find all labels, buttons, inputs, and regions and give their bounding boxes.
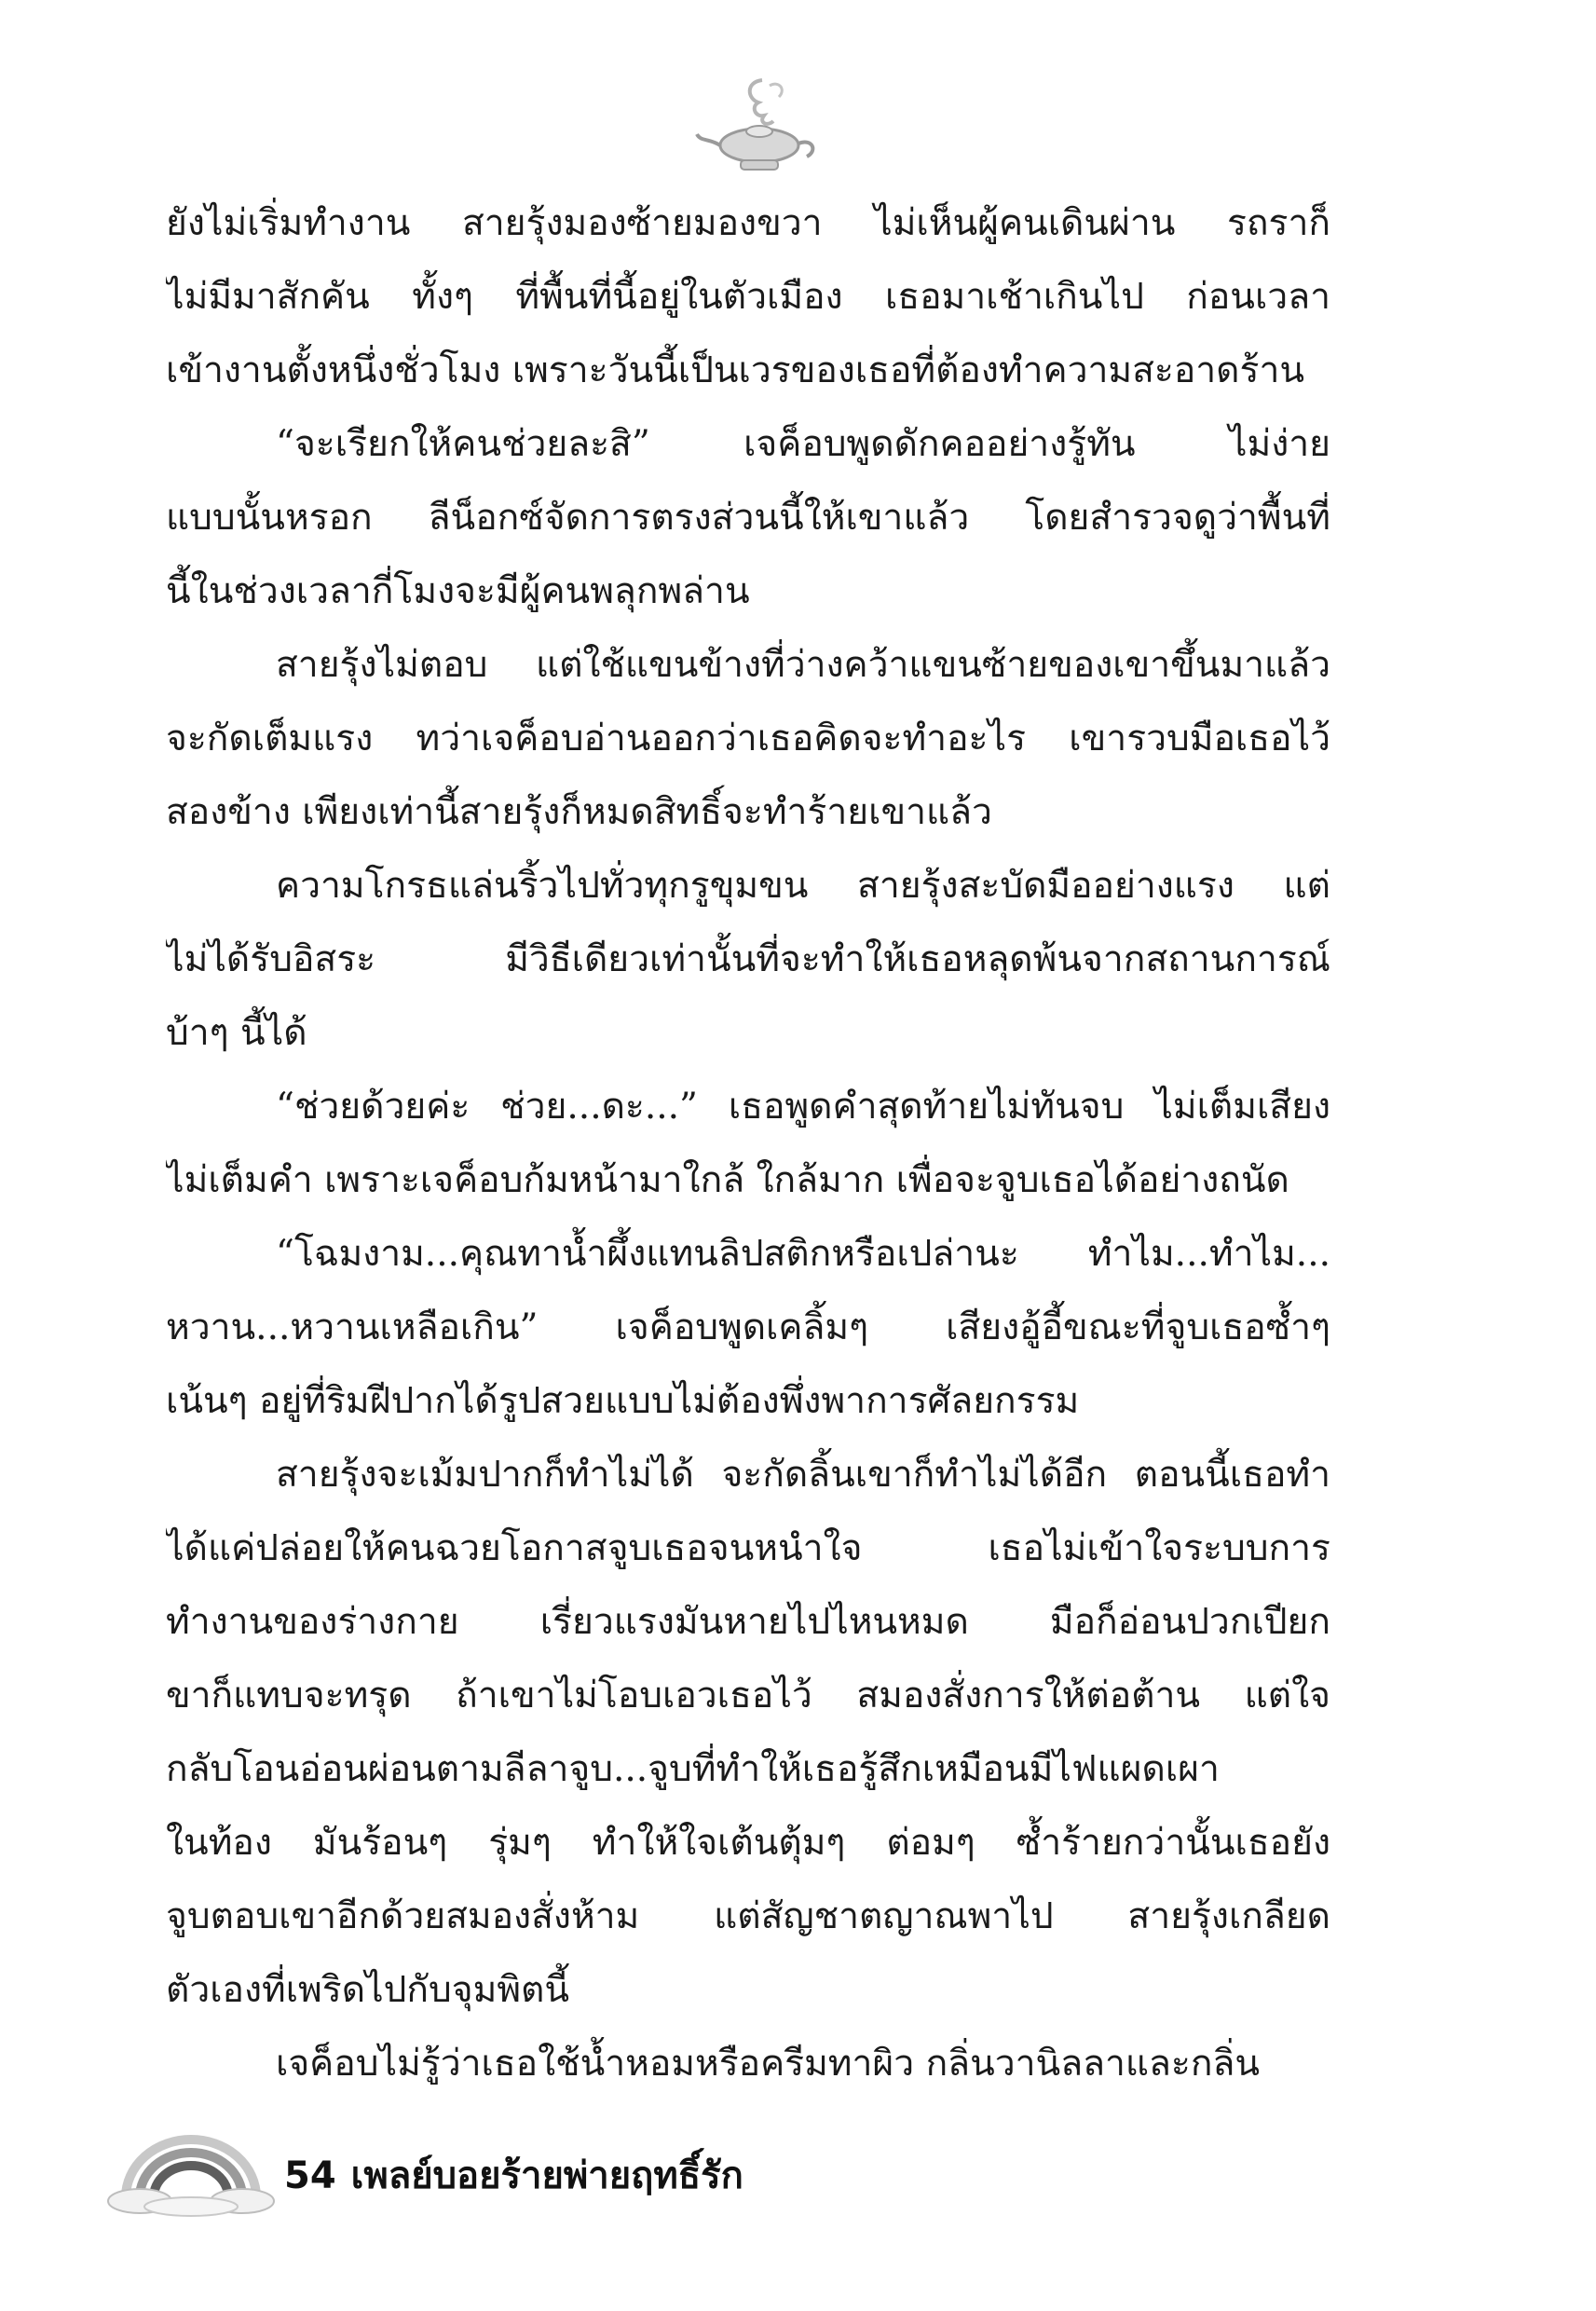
text-line: ขาก็แทบจะทรุด ถ้าเขาไม่โอบเอวเธอไว้ สมองสั่งการให้ต่อต้าน แต่ใจ: [166, 1675, 1330, 1716]
paragraph: [166, 849, 1330, 1070]
rainbow-cloud-icon: [102, 2115, 280, 2218]
paragraph: [166, 2027, 1330, 2100]
footer-label: [284, 2145, 758, 2205]
paragraph: [166, 1438, 1330, 2027]
text-line: ได้แค่ปล่อยให้คนฉวยโอกาสจูบเธอจนหนำใจ เธอไม่เข้าใจระบบการ: [166, 1527, 1330, 1569]
text-line: “โฉมงาม...คุณทาน้ำผึ้งแทนลิปสติกหรือเปล่านะ ทำไม...ทำไม...: [276, 1233, 1330, 1275]
text-line: ยังไม่เริ่มทำงาน สายรุ้งมองซ้ายมองขวา ไม่เห็นผู้คนเดินผ่าน รถราก็: [166, 202, 1330, 244]
text-line: ไม่ได้รับอิสระ มีวิธีเดียวเท่านั้นที่จะทำให้เธอหลุดพ้นจากสถานการณ์: [166, 938, 1330, 980]
text-line: “ช่วยด้วยค่ะ ช่วย...ดะ...” เธอพูดคำสุดท้ายไม่ทันจบ ไม่เต็มเสียง: [276, 1086, 1330, 1128]
text-line: หวาน...หวานเหลือเกิน” เจค็อบพูดเคลิ้มๆ เสียงอู้อี้ขณะที่จูบเธอซ้ำๆ: [166, 1306, 1330, 1348]
text-line: สายรุ้งไม่ตอบ แต่ใช้แขนข้างที่ว่างคว้าแขนซ้ายของเขาขึ้นมาแล้ว: [276, 644, 1330, 686]
text-line: จูบตอบเขาอีกด้วยสมองสั่งห้าม แต่สัญชาตญาณพาไป สายรุ้งเกลียด: [166, 1895, 1330, 1937]
paragraph: [166, 1217, 1330, 1438]
text-line: กลับโอนอ่อนผ่อนตามลีลาจูบ...จูบที่ทำให้เธอรู้สึกเหมือนมีไฟแผดเผา: [166, 1748, 1220, 1790]
body-text: [166, 186, 1330, 2100]
text-line: ไม่มีมาสักคัน ทั้งๆ ที่พื้นที่นี้อยู่ในตัวเมือง เธอมาเช้าเกินไป ก่อนเวลา: [166, 276, 1330, 318]
text-line: ไม่เต็มคำ เพราะเจค็อบก้มหน้ามาใกล้ ใกล้มาก เพื่อจะจูบเธอได้อย่างถนัด: [166, 1159, 1289, 1201]
paragraph: [166, 407, 1330, 628]
paragraph: [166, 1070, 1330, 1217]
text-line: ความโกรธแล่นริ้วไปทั่วทุกรูขุมขน สายรุ้งสะบัดมืออย่างแรง แต่: [276, 865, 1330, 907]
paragraph: [166, 186, 1330, 407]
text-line: เข้างานตั้งหนึ่งชั่วโมง เพราะวันนี้เป็นเวรของเธอที่ต้องทำความสะอาดร้าน: [166, 349, 1305, 391]
text-line: สองข้าง เพียงเท่านี้สายรุ้งก็หมดสิทธิ์จะทำร้ายเขาแล้ว: [166, 791, 992, 833]
text-line: นี้ในช่วงเวลากี่โมงจะมีผู้คนพลุกพล่าน: [166, 570, 750, 612]
text-line: ตัวเองที่เพริดไปกับจุมพิตนี้: [166, 1969, 570, 2011]
text-line: ทำงานของร่างกาย เรี่ยวแรงมันหายไปไหนหมด มือก็อ่อนปวกเปียก: [166, 1601, 1330, 1643]
page-footer: [102, 2115, 941, 2227]
text-line: แบบนั้นหรอก ลีน็อกซ์จัดการตรงส่วนนี้ให้เขาแล้ว โดยสำรวจดูว่าพื้นที่: [166, 497, 1330, 539]
paragraph: [166, 628, 1330, 849]
text-line: ในท้อง มันร้อนๆ รุ่มๆ ทำให้ใจเต้นตุ้มๆ ต่อมๆ ซ้ำร้ายกว่านั้นเธอยัง: [166, 1822, 1330, 1864]
text-line: บ้าๆ นี้ได้: [166, 1012, 307, 1054]
text-line: สายรุ้งจะเม้มปากก็ทำไม่ได้ จะกัดลิ้นเขาก็ทำไม่ได้อีก ตอนนี้เธอทำ: [276, 1454, 1330, 1496]
text-line: เน้นๆ อยู่ที่ริมฝีปากได้รูปสวยแบบไม่ต้องพึ่งพาการศัลยกรรม: [166, 1380, 1080, 1422]
genie-lamp-icon: [689, 73, 829, 185]
book-title: เพลย์บอยร้ายพ่ายฤทธิ์รัก: [350, 2154, 743, 2197]
text-line: จะกัดเต็มแรง ทว่าเจค็อบอ่านออกว่าเธอคิดจะทำอะไร เขารวบมือเธอไว้: [166, 718, 1330, 759]
text-line: “จะเรียกให้คนช่วยละสิ” เจค็อบพูดดักคออย่างรู้ทัน ไม่ง่าย: [276, 423, 1330, 465]
page-number: 54: [284, 2154, 336, 2197]
text-line: เจค็อบไม่รู้ว่าเธอใช้น้ำหอมหรือครีมทาผิว กลิ่นวานิลลาและกลิ่น: [276, 2043, 1261, 2085]
